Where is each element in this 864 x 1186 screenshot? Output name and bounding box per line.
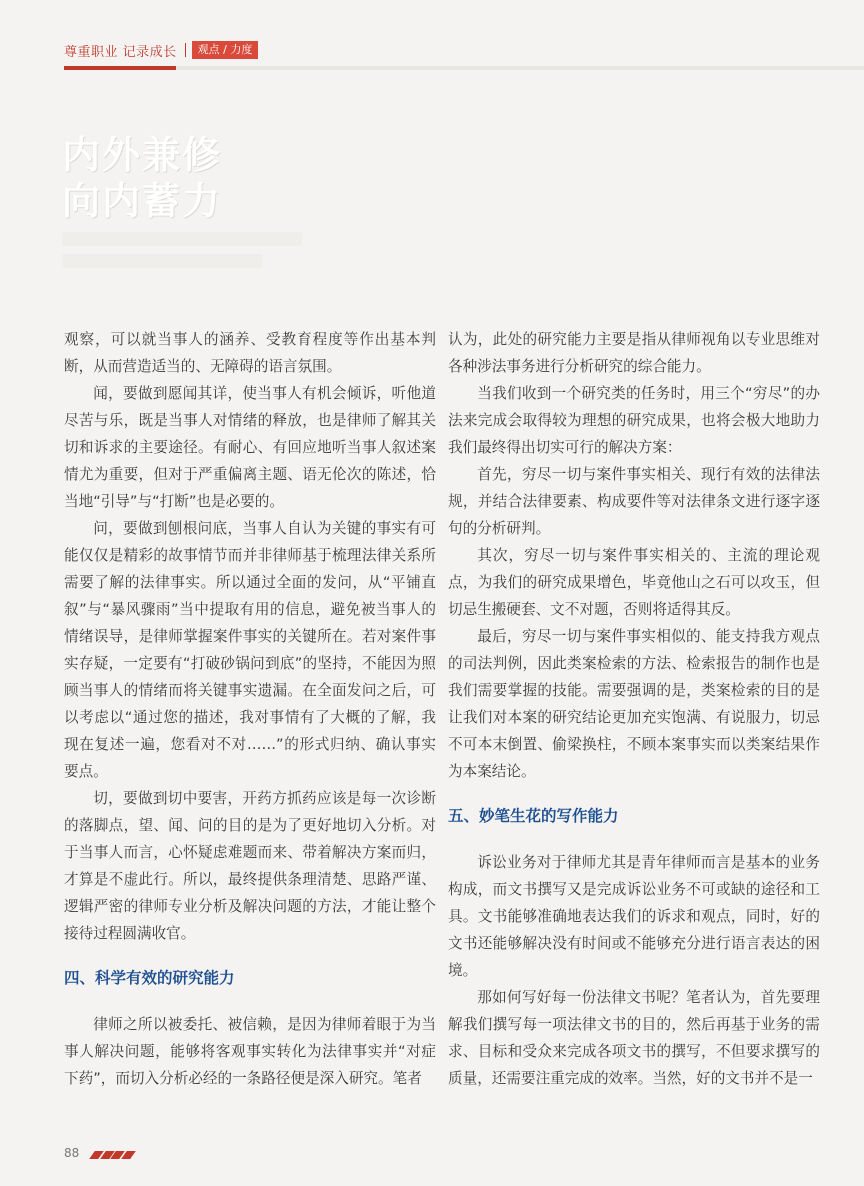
header-slogan: 尊重职业 记录成长: [64, 44, 177, 60]
page-number: 88: [64, 1146, 80, 1160]
right-column: [448, 326, 820, 1092]
section-heading-4: 四、科学有效的研究能力: [64, 969, 235, 987]
paragraph: 诉讼业务对于律师尤其是青年律师而言是基本的业务构成，而文书撰写又是完成诉讼业务不可或缺的途径和工具。文书能够准确地表达我们的诉求和观点，同时，好的文书还能够解决没有时间或不能够充分进行语言表达的困境。: [448, 854, 820, 979]
faded-subtitle: [62, 232, 362, 282]
header-divider: [185, 43, 186, 57]
paragraph: 首先，穷尽一切与案件事实相关、现行有效的法律法规，并结合法律要素、构成要件等对法律条文进行逐字逐句的分析研判。: [448, 466, 820, 537]
paragraph: 其次，穷尽一切与案件事实相关的、主流的理论观点，为我们的研究成果增色，毕竟他山之石可以攻玉，但切忌生搬硬套、文不对题，否则将适得其反。: [448, 547, 820, 618]
title-line-1: 内外兼修: [62, 133, 223, 177]
hero-area: [0, 72, 864, 320]
header-rule-accent: [64, 66, 176, 70]
title-line-2: 向内蓄力: [62, 179, 223, 223]
paragraph: 认为，此处的研究能力主要是指从律师视角以专业思维对各种涉法事务进行分析研究的综合能力。: [448, 331, 820, 375]
paragraph: 问，要做到刨根问底，当事人自认为关键的事实有可能仅仅是精彩的故事情节而并非律师基于梳理法律关系所需要了解的法律事实。所以通过全面的发问，从“平铺直叙”与“暴风骤雨”当中提取有用的信息，避免被当事人的情绪误导，是律师掌握案件事实的关键所在。若对案件事实存疑，一定要有“打破砂锅问到底”的坚持，不能因为照顾当事人的情绪而将关键事实遗漏。在全面发问之后，可以考虑以“通过您的描述，我对事情有了大概的了解，我现在复述一遍，您看对不对……”的形式归纳、确认事实要点。: [64, 520, 436, 780]
paragraph: 最后，穷尽一切与案件事实相似的、能支持我方观点的司法判例，因此类案检索的方法、检索报告的制作也是我们需要掌握的技能。需要强调的是，类案检索的目的是让我们对本案的研究结论更加充实饱满、有说服力，切忌不可本末倒置、偷梁换柱，不顾本案事实而以类案结果作为本案结论。: [448, 628, 820, 780]
footer-stripes: [92, 1151, 132, 1159]
paragraph: 切，要做到切中要害，开药方抓药应该是每一次诊断的落脚点，望、闻、问的目的是为了更好地切入分析。对于当事人而言，心怀疑虑难题而来、带着解决方案而归，才算是不虚此行。所以，最终提供条理清楚、思路严谨、逻辑严密的律师专业分析及解决问题的方法，才能让整个接待过程圆满收官。: [64, 790, 436, 942]
section-tag: 观点 / 力度: [192, 41, 259, 59]
running-header: [64, 40, 258, 60]
section-heading-5: 五、妙笔生花的写作能力: [448, 807, 619, 825]
paragraph: 闻，要做到愿闻其详，使当事人有机会倾诉，听他道尽苦与乐，既是当事人对情绪的释放，也是律师了解其关切和诉求的主要途径。有耐心、有回应地听当事人叙述案情尤为重要，但对于严重偏离主题、语无伦次的陈述，恰当地“引导”与“打断”也是必要的。: [64, 385, 436, 510]
paragraph: 律师之所以被委托、被信赖，是因为律师着眼于为当事人解决问题，能够将客观事实转化为法律事实并“对症下药”，而切入分析必经的一条路径便是深入研究。笔者: [64, 1016, 436, 1087]
paragraph: 当我们收到一个研究类的任务时，用三个“穷尽”的办法来完成会取得较为理想的研究成果，也将会极大地助力我们最终得出切实可行的解决方案：: [448, 385, 820, 456]
header-rule: [64, 66, 864, 70]
paragraph: 那如何写好每一份法律文书呢？笔者认为，首先要理解我们撰写每一项法律文书的目的，然后再基于业务的需求、目标和受众来完成各项文书的撰写，不但要求撰写的质量，还需要注重完成的效率。当然，好的文书并不是一: [448, 989, 820, 1087]
article-title: [62, 132, 222, 224]
left-column: [64, 326, 436, 1092]
paragraph: 观察，可以就当事人的涵养、受教育程度等作出基本判断，从而营造适当的、无障碍的语言氛围。: [64, 331, 436, 375]
